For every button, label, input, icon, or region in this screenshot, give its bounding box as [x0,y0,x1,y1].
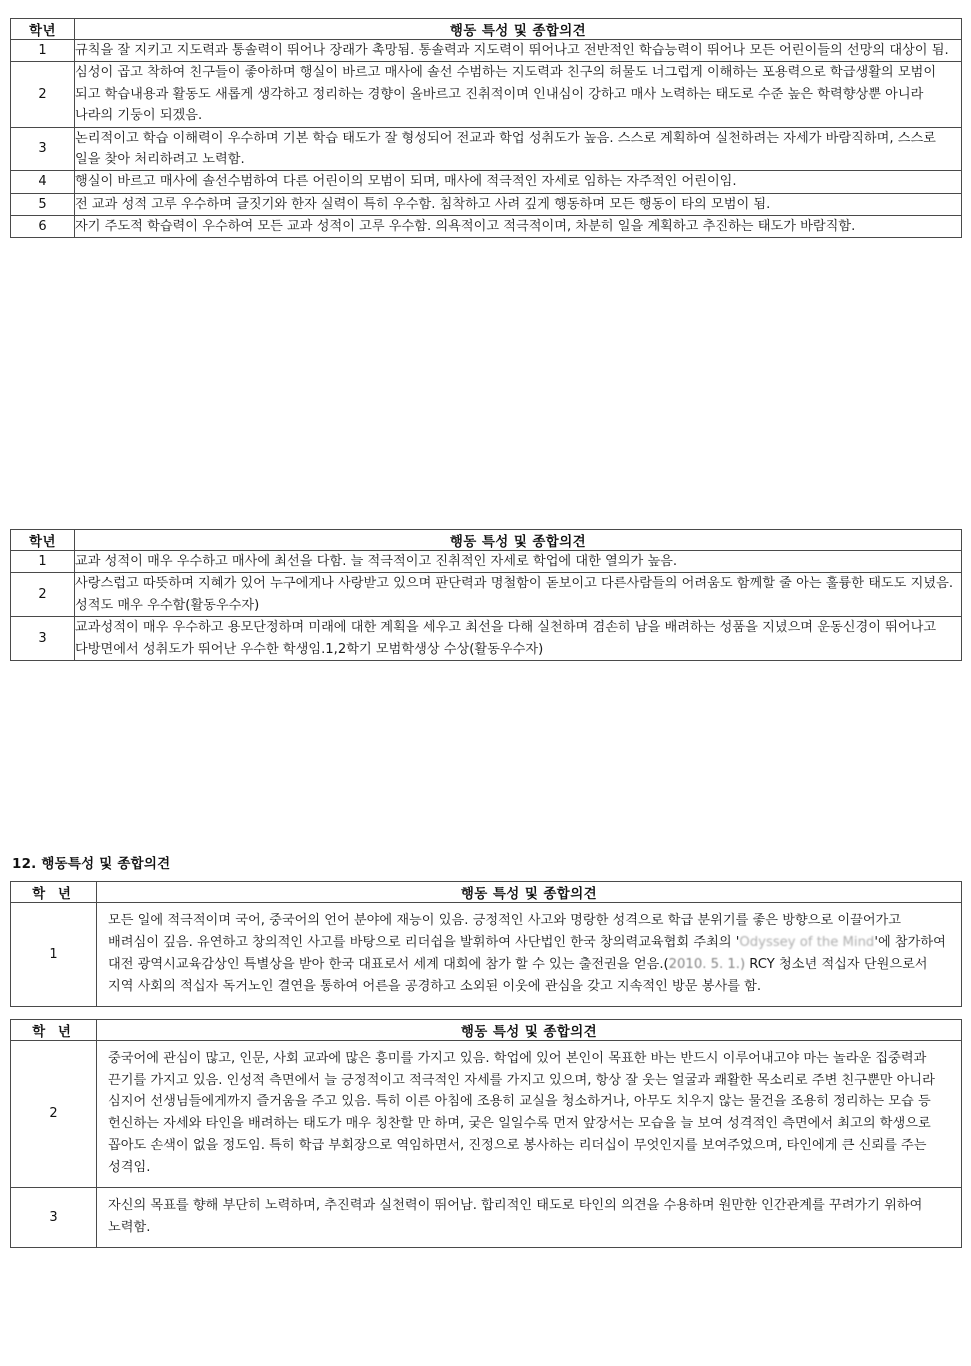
behavior-table-4 [10,1019,962,1248]
behavior-comment: 자기 주도적 학습력이 우수하여 모든 교과 성적이 고루 우수함. 의욕적이고 적극적이며, 차분히 일을 계획하고 추진하는 태도가 바람직함. [75,216,962,238]
behavior-table-3 [10,881,962,1007]
table-header-row [11,882,962,903]
column-header-behavior: 행동 특성 및 종합의견 [75,19,962,40]
table-header-row [11,1019,962,1040]
grade-value: 1 [11,551,75,573]
section-12-block [0,852,962,1248]
column-header-grade: 학년 [11,19,75,40]
table-row [11,171,962,193]
grade-value: 1 [11,903,97,1007]
behavior-comment: 규칙을 잘 지키고 지도력과 통솔력이 뛰어나 장래가 촉망됨. 통솔력과 지도력이 뛰어나고 전반적인 학습능력이 뛰어나 모든 어린이들의 선망의 대상이 됨. [75,40,962,62]
redacted-award-title: Odyssey of the Mind [739,934,875,950]
column-header-behavior: 행동 특성 및 종합의견 [75,530,962,551]
table-row [11,1040,962,1187]
table-row [11,573,962,617]
behavior-comment: 전 교과 성적 고루 우수하며 글짓기와 한자 실력이 특히 우수함. 침착하고 사려 깊게 행동하며 모든 행동이 타의 모범이 됨. [75,193,962,215]
behavior-comment: 교과 성적이 매우 우수하고 매사에 최선을 다함. 늘 적극적이고 진취적인 자세로 학업에 대한 열의가 높음. [75,551,962,573]
table-row [11,127,962,171]
grade-value: 5 [11,193,75,215]
comment-segment-2: '에 참가하여 대전 광역시교육감상인 특별상을 받아 한국 대표로서 세계 대회에 참가 할 수 있는 출전권을 얻음.( [108,934,946,972]
table-row [11,903,962,1007]
grade-value: 4 [11,171,75,193]
behavior-table-2-block [0,529,962,661]
table-row [11,216,962,238]
comment-segment-1: 모든 일에 적극적이며 국어, 중국어의 언어 분야에 재능이 있음. 긍정적인 사고와 명랑한 성격으로 학급 분위기를 좋은 방향으로 이끌어가고 배려심이 깊음. 유연하고 창의적인 사고를 바탕으로 리더쉽을 발휘하여 사단법인 한국 창의력교육협회 주최의 ' [108,913,902,950]
behavior-comment: 자신의 목표를 향해 부단히 노력하며, 추진력과 실천력이 뛰어남. 합리적인 태도로 타인의 의견을 수용하며 원만한 인간관계를 꾸려가기 위하여 노력함. [97,1188,962,1248]
table-header-row [11,530,962,551]
comment-segment-3: RCY 청소년 적십자 단원으로서 지역 사회의 적십자 독거노인 결연을 통하여 어른을 공경하고 소외된 이웃에 관심을 갖고 지속적인 방문 봉사를 함. [108,956,928,994]
column-header-grade: 학 년 [11,1019,97,1040]
grade-value: 3 [11,1188,97,1248]
redacted-date: 2010. 5. 1.) [668,956,746,972]
behavior-table-1 [10,18,962,238]
column-header-grade: 학년 [11,530,75,551]
grade-value: 3 [11,127,75,171]
behavior-comment: 논리적이고 학습 이해력이 우수하며 기본 학습 태도가 잘 형성되어 전교과 학업 성취도가 높음. 스스로 계획하여 실천하려는 자세가 바람직하며, 스스로 일을 찾아 처리하려고 노력함. [75,127,962,171]
table-row [11,40,962,62]
behavior-table-2 [10,529,962,661]
grade-value: 2 [11,573,75,617]
table-row [11,62,962,127]
grade-value: 2 [11,1040,97,1187]
grade-value: 2 [11,62,75,127]
behavior-comment [97,903,962,1007]
table-spacer [0,1007,962,1019]
column-header-grade: 학 년 [11,882,97,903]
behavior-comment: 교과성적이 매우 우수하고 용모단정하며 미래에 대한 계획을 세우고 최선을 다해 실천하며 겸손히 남을 배려하는 성품을 지녔으며 운동신경이 뛰어나고 다방면에서 성취도가 뛰어난 우수한 학생임.1,2학기 모범학생상 수상(활동우수자) [75,617,962,661]
grade-value: 1 [11,40,75,62]
behavior-comment: 행실이 바르고 매사에 솔선수범하여 다른 어린이의 모범이 되며, 매사에 적극적인 자세로 임하는 자주적인 어린이임. [75,171,962,193]
table-row [11,1188,962,1248]
behavior-comment: 중국어에 관심이 많고, 인문, 사회 교과에 많은 흥미를 가지고 있음. 학업에 있어 본인이 목표한 바는 반드시 이루어내고야 마는 놀라운 집중력과 끈기를 가지고 있음. 인성적 측면에서 늘 긍정적이고 적극적인 자세를 가지고 있으며, 항상 잘 웃는 얼굴과 쾌활한 목소리로 주변 친구뿐만 아니라 심지어 선생님들에게까지 즐거움을 주고 있음. 특히 이른 아침에 조용히 교실을 청소하거나, 아무도 치우지 않는 물건을 조용히 정리하는 모습 등 헌신하는 자세와 타인을 배려하는 태도가 매우 칭찬할 만 하며, 궂은 일일수록 먼저 앞장서는 모습을 늘 보여 성격적인 측면에서 최고의 학생으로 꼽아도 손색이 없을 정도임. 특히 학급 부회장으로 역임하면서, 진정으로 봉사하는 리더십이 무엇인지를 보여주었으며, 타인에게 큰 신뢰를 주는 성격임. [97,1040,962,1187]
table-row [11,193,962,215]
column-header-behavior: 행동 특성 및 종합의견 [97,1019,962,1040]
column-header-behavior: 행동 특성 및 종합의견 [97,882,962,903]
behavior-comment: 심성이 곱고 착하여 친구들이 좋아하며 행실이 바르고 매사에 솔선 수범하는 지도력과 친구의 허물도 너그럽게 이해하는 포용력으로 학급생활의 모범이 되고 학습내용과 활동도 새롭게 생각하고 정리하는 경향이 올바르고 진취적이며 인내심이 강하고 매사 노력하는 태도로 수준 높은 학력향상뿐 아니라 나라의 기둥이 되겠음. [75,62,962,127]
table-row [11,617,962,661]
section-heading: 12. 행동특성 및 종합의견 [12,856,171,872]
grade-value: 3 [11,617,75,661]
table-row [11,551,962,573]
grade-value: 6 [11,216,75,238]
behavior-table-1-block [0,18,962,238]
table-header-row [11,19,962,40]
behavior-comment: 사랑스럽고 따뜻하며 지혜가 있어 누구에게나 사랑받고 있으며 판단력과 명철함이 돋보이고 다른사람들의 어려움도 함께할 줄 아는 훌륭한 태도도 지녔음. 성적도 매우 우수함(활동우수자) [75,573,962,617]
